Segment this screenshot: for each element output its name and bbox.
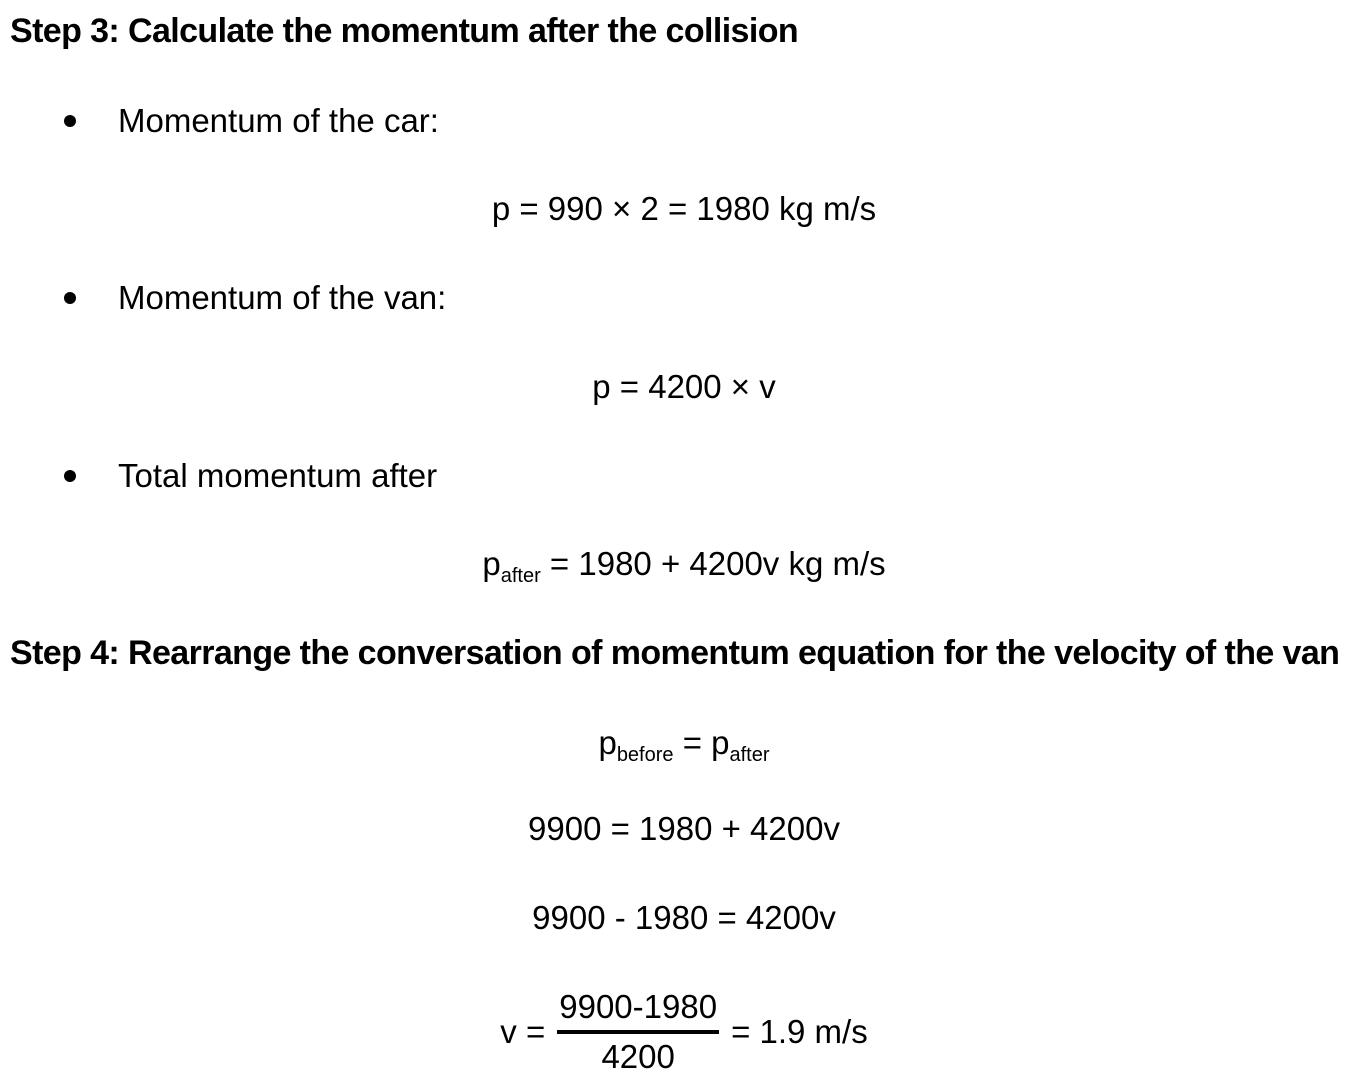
bullet-car-momentum [0,101,1368,141]
conservation-equation [0,723,1368,775]
bullet-point-icon [64,470,76,482]
momentum-symbol: p [598,724,617,761]
fraction-numerator: 9900-1980 [557,988,719,1034]
bullet-point-icon [64,292,76,304]
car-momentum-equation: p = 990 × 2 = 1980 kg m/s [491,190,877,227]
equation-rest: = 1980 + 4200v kg m/s [540,545,886,582]
velocity-equation [0,988,1368,1076]
fraction-denominator: 4200 [601,1038,675,1075]
step-4-heading: Step 4: Rearrange the conversation of momentum equation for the velocity of the van [10,634,1340,672]
subscript-after: after [500,565,541,587]
total-momentum-equation [0,544,1368,596]
momentum-symbol: p [482,545,501,582]
fraction [557,988,719,1076]
subscript-after: after [729,744,770,766]
bullet-point-icon [64,115,76,127]
rearranged-equation: 9900 - 1980 = 4200v [532,899,836,936]
van-momentum-equation: p = 4200 × v [592,368,776,405]
bullet-total-momentum [0,456,1368,496]
bullet-van-momentum [0,278,1368,318]
bullet-label: Momentum of the van: [118,279,447,316]
subscript-before: before [616,744,674,766]
bullet-label: Momentum of the car: [118,102,439,139]
substituted-equation: 9900 = 1980 + 4200v [528,810,840,847]
velocity-result: = 1.9 m/s [731,1013,868,1050]
momentum-symbol: p [711,724,730,761]
step-3-heading: Step 3: Calculate the momentum after the collision [10,12,799,50]
bullet-label: Total momentum after [118,457,438,494]
velocity-lhs: v = [500,1013,546,1050]
equals-sign: = [673,724,712,761]
